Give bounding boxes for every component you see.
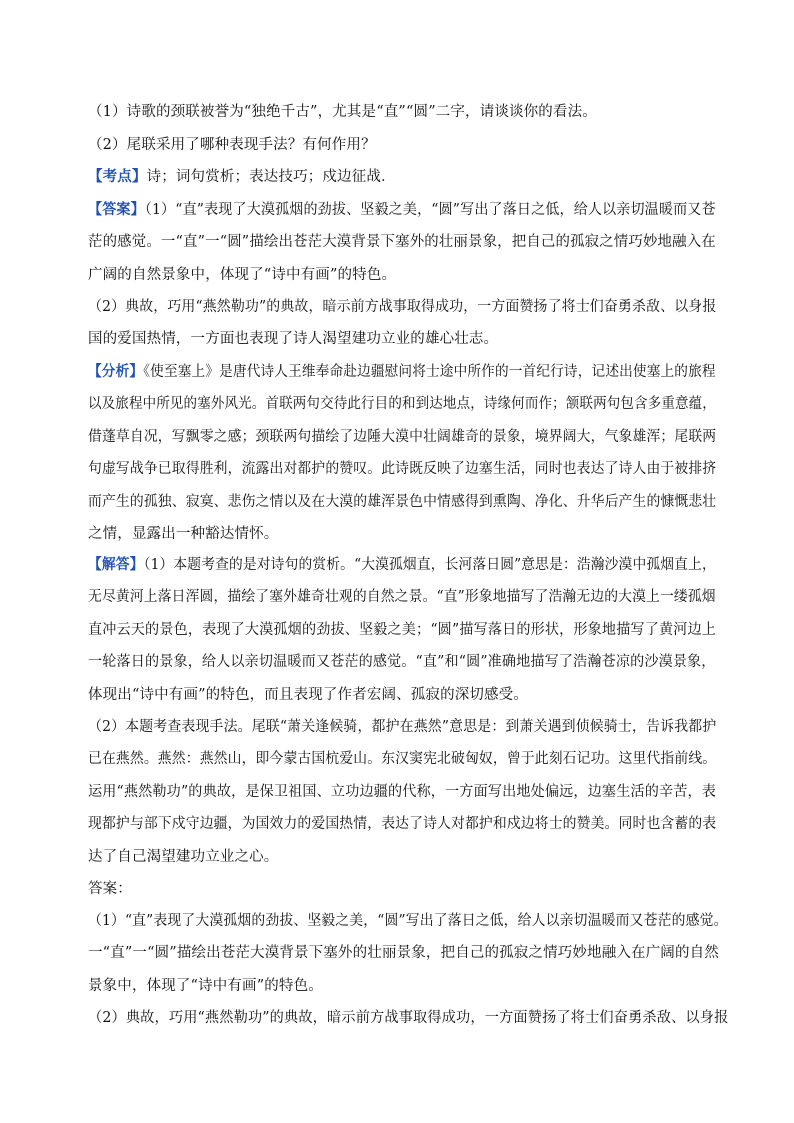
answer-paragraph-1 — [88, 905, 728, 1002]
jieda-p2-line-4: 现都护与部下戍守边疆，为国效力的爱国热情，表达了诗人对都护和戍边将士的赞美。同时也含蓄的表 — [88, 816, 717, 833]
jieda-p1-line-3: 直冲云天的景色，表现了大漠孤烟的劲拔、坚毅之美；“圆”描写落日的形状，形象地描写了黄河边上 — [88, 621, 717, 638]
answer-label — [88, 873, 716, 905]
jieda-p2-line-3: 运用“燕然勒功”的典故，是保卫祖国、立功边疆的代称，一方面写出地处偏远，边塞生活的辛苦，表 — [88, 783, 717, 800]
jieda-tag: 【解答】 — [88, 556, 144, 573]
jieda-paragraph-2 — [88, 711, 716, 873]
jieda-section — [88, 549, 716, 711]
daan-p2-line-1: （2）典故，巧用“燕然勒功”的典故，暗示前方战事取得成功，一方面赞扬了将士们奋勇杀敌、以身报 — [88, 299, 717, 315]
jieda-p1-line-2: 无尽黄河上落日浑圆，描绘了塞外雄奇壮观的自然之景。“直”形象地描写了浩瀚无边的大漠上一缕孤烟 — [88, 589, 716, 606]
daan-tag: 【答案】 — [88, 201, 145, 218]
question-2-text: （2）尾联采用了哪种表现手法？有何作用？ — [88, 137, 376, 153]
answer-label-text: 答案： — [88, 881, 132, 897]
kaodian-tag: 【考点】 — [88, 168, 147, 185]
daan-p2-line-2: 国的爱国热情，一方面也表现了诗人渴望建功立业的雄心壮志。 — [88, 331, 499, 348]
jieda-p2-line-5: 达了自己渴望建功立业之心。 — [88, 848, 279, 865]
fenxi-section — [88, 356, 716, 550]
fenxi-line-1 — [88, 356, 716, 388]
fenxi-line-2: 以及旅程中所见的塞外风光。首联两句交待此行目的和到达地点，诗缘何而作；颔联两句包含多重意蕴， — [88, 396, 716, 413]
jieda-p1-line-4: 一轮落日的景象，给人以亲切温暖而又苍茫的感觉。“直”和“圆”准确地描写了浩瀚苍凉的沙漠景象， — [88, 654, 716, 671]
jieda-p2-line-2: 已在燕然。燕然：燕然山，即今蒙古国杭爱山。东汉窦宪北破匈奴，曾于此刻石记功。这里代指前线。 — [88, 751, 717, 768]
fenxi-tag: 【分析】 — [88, 363, 144, 380]
fenxi-line-4: 句虚写战争已取得胜利，流露出对都护的赞叹。此诗既反映了边塞生活，同时也表达了诗人由于被排挤 — [88, 461, 717, 478]
answer-p1-line-3: 景象中，体现了“诗中有画”的特色。 — [88, 977, 323, 994]
question-1 — [88, 96, 716, 128]
question-1-text: （1）诗歌的颈联被誉为“独绝千古”，尤其是“直”“圆”二字，请谈谈你的看法。 — [88, 104, 597, 120]
daan-section — [88, 194, 716, 291]
jieda-p1-line-1: （1）本题考查的是对诗句的赏析。“大漠孤烟直，长河落日圆”意思是：浩瀚沙漠中孤烟直上， — [143, 557, 716, 573]
kaodian-text: 诗；词句赏析；表达技巧；戍边征战． — [146, 169, 396, 185]
fenxi-line-3: 借蓬草自况，写飘零之感；颈联两句描绘了边陲大漠中壮阔雄奇的景象，境界阔大，气象雄浑；尾联两 — [88, 428, 717, 445]
daan-p1-line-1: （1）“直”表现了大漠孤烟的劲拔、坚毅之美，“圆”写出了落日之低，给人以亲切温暖而又苍 — [144, 202, 716, 218]
daan-paragraph-2 — [88, 291, 716, 356]
daan-p1-line-2: 茫的感觉。一“直”一“圆”描绘出苍茫大漠背景下塞外的壮丽景象，把自己的孤寂之情巧妙地融入在 — [88, 234, 716, 251]
jieda-p2-line-1: （2）本题考查表现手法。尾联“萧关逢候骑，都护在燕然”意思是：到萧关遇到侦候骑士，告诉我都护 — [88, 719, 717, 735]
question-2 — [88, 129, 716, 161]
fenxi-line-6: 之情，显露出一种豁达情怀。 — [88, 526, 279, 543]
kaodian-line — [88, 161, 716, 193]
kaodian-section — [88, 161, 716, 193]
answer-paragraph-2 — [88, 1002, 728, 1034]
jieda-p1-line-5: 体现出“诗中有画”的特色，而且表现了作者宏阔、孤寂的深切感受。 — [88, 686, 528, 703]
jieda-line-1 — [88, 549, 716, 581]
fenxi-line-5: 而产生的孤独、寂寞、悲伤之情以及在大漠的雄浑景色中情感得到熏陶、净化、升华后产生的慷慨悲壮 — [88, 493, 717, 510]
daan-p1-line-3: 广阔的自然景象中，体现了“诗中有画”的特色。 — [88, 266, 397, 283]
answer-p2-line-1: （2）典故，巧用“燕然勒功”的典故，暗示前方战事取得成功，一方面赞扬了将士们奋勇杀敌、以身报 — [88, 1010, 729, 1026]
answer-p1-line-1: （1）“直”表现了大漠孤烟的劲拔、坚毅之美，“圆”写出了落日之低，给人以亲切温暖而又苍茫的感觉。 — [88, 913, 728, 929]
answer-p1-line-2: 一“直”一“圆”描绘出苍茫大漠背景下塞外的壮丽景象，把自己的孤寂之情巧妙地融入在广阔的自然 — [88, 945, 719, 962]
daan-line-1 — [88, 194, 716, 226]
fenxi-text-line-1: 《使至塞上》是唐代诗人王维奉命赴边疆慰问将士途中所作的一首纪行诗，记述出使塞上的旅程 — [143, 364, 716, 380]
